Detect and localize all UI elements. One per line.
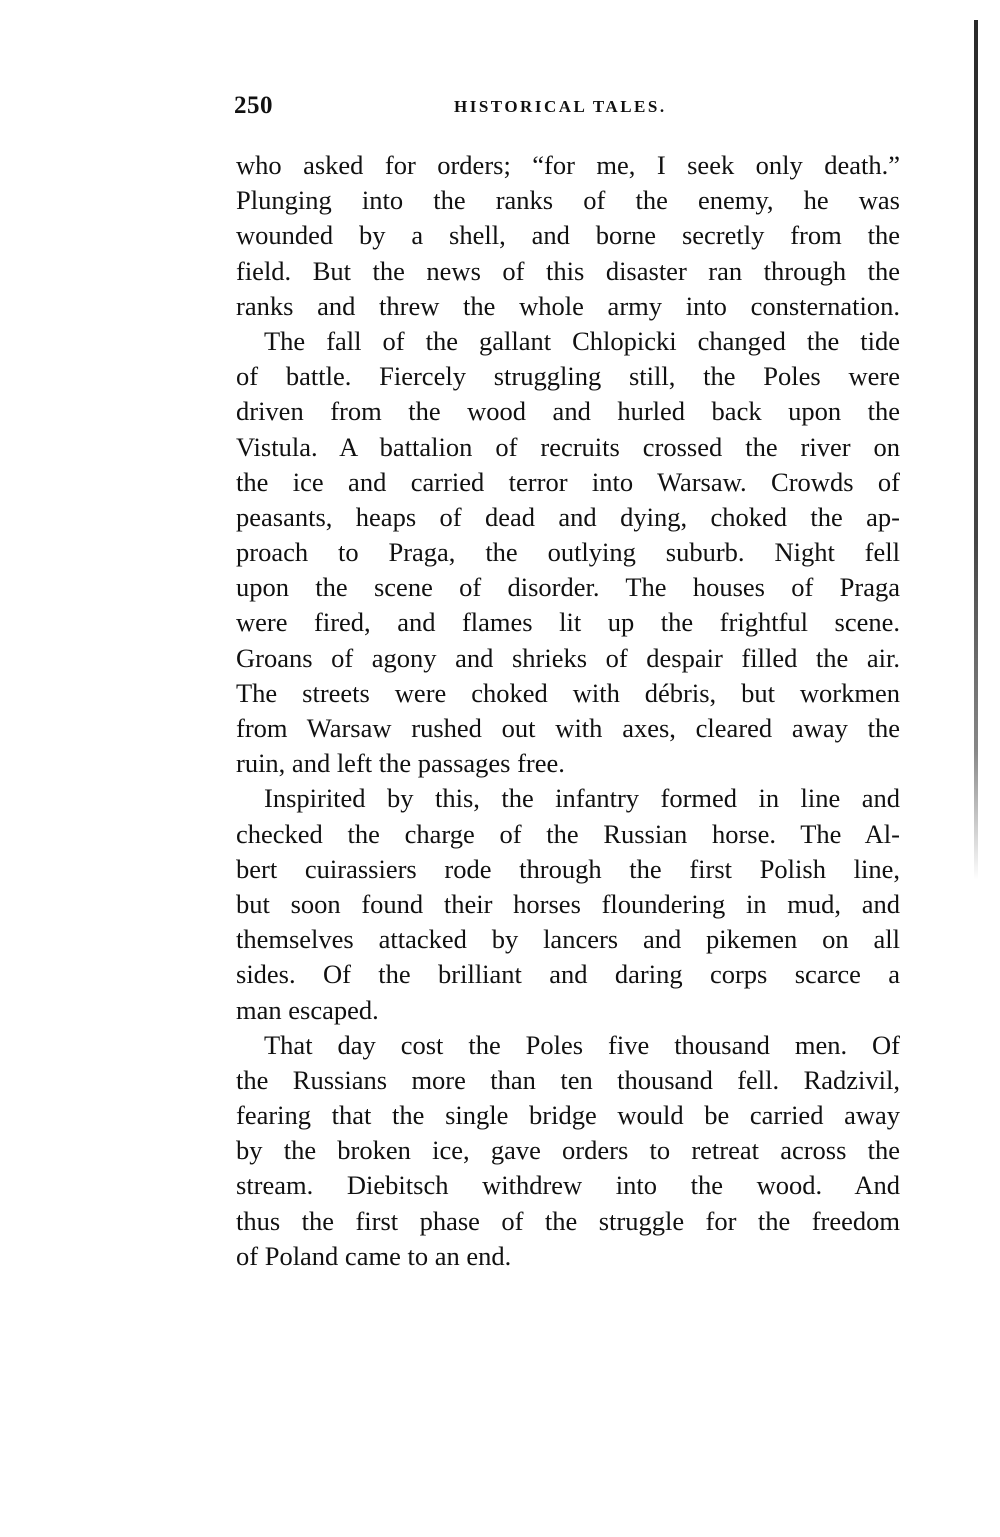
text-line: proach to Praga, the outlying suburb. Night fell (236, 537, 900, 568)
text-line: checked the charge of the Russian horse. The Al- (236, 818, 900, 849)
text-line: thus the first phase of the struggle for the freedom (236, 1205, 900, 1236)
running-title: HISTORICAL TALES. (454, 97, 667, 116)
text-line: Plunging into the ranks of the enemy, he was (236, 185, 900, 216)
text-line: sides. Of the brilliant and daring corps scarce a (236, 959, 900, 990)
paragraph (236, 324, 900, 781)
text-line: stream. Diebitsch withdrew into the wood. And (236, 1170, 900, 1201)
text-line: wounded by a shell, and borne secretly from the (236, 220, 900, 251)
text-line: upon the scene of disorder. The houses of Praga (236, 572, 900, 603)
running-head (234, 92, 900, 122)
text-line: The fall of the gallant Chlopicki changed the tide (264, 325, 900, 356)
text-line: bert cuirassiers rode through the first Polish line, (236, 853, 900, 884)
body-text (236, 148, 900, 1274)
text-line: That day cost the Poles five thousand men. Of (264, 1029, 900, 1060)
text-line: man escaped. (236, 994, 379, 1025)
text-line: field. But the news of this disaster ran through the (236, 255, 900, 286)
text-line: were fired, and flames lit up the frightful scene. (236, 607, 900, 638)
text-line: of battle. Fiercely struggling still, the Poles were (236, 361, 900, 392)
paragraph (236, 148, 900, 324)
page-number: 250 (234, 92, 273, 119)
text-line: peasants, heaps of dead and dying, choked the ap- (236, 501, 900, 532)
paragraph (236, 781, 900, 1027)
text-line: Groans of agony and shrieks of despair filled the air. (236, 642, 900, 673)
text-line: driven from the wood and hurled back upon the (236, 396, 900, 427)
text-line: who asked for orders; “for me, I seek only death.” (236, 150, 900, 180)
text-line: themselves attacked by lancers and pikemen on all (236, 924, 900, 955)
text-line: of Poland came to an end. (236, 1240, 512, 1271)
text-line: ruin, and left the passages free. (236, 748, 565, 779)
text-line: ranks and threw the whole army into consternation. (236, 290, 900, 321)
text-line: the ice and carried terror into Warsaw. Crowds of (236, 466, 900, 497)
text-line: Inspirited by this, the infantry formed in line and (264, 783, 900, 814)
text-line: fearing that the single bridge would be carried away (236, 1100, 900, 1131)
text-line: the Russians more than ten thousand fell. Radzivil, (236, 1064, 900, 1095)
text-line: from Warsaw rushed out with axes, cleared away the (236, 713, 900, 743)
page-binding-edge (974, 20, 978, 880)
text-line: by the broken ice, gave orders to retreat across the (236, 1135, 900, 1166)
text-line: The streets were choked with débris, but workmen (236, 677, 900, 708)
text-line: Vistula. A battalion of recruits crossed the river on (236, 431, 900, 462)
text-line: but soon found their horses floundering in mud, and (236, 888, 900, 919)
paragraph (236, 1028, 900, 1274)
